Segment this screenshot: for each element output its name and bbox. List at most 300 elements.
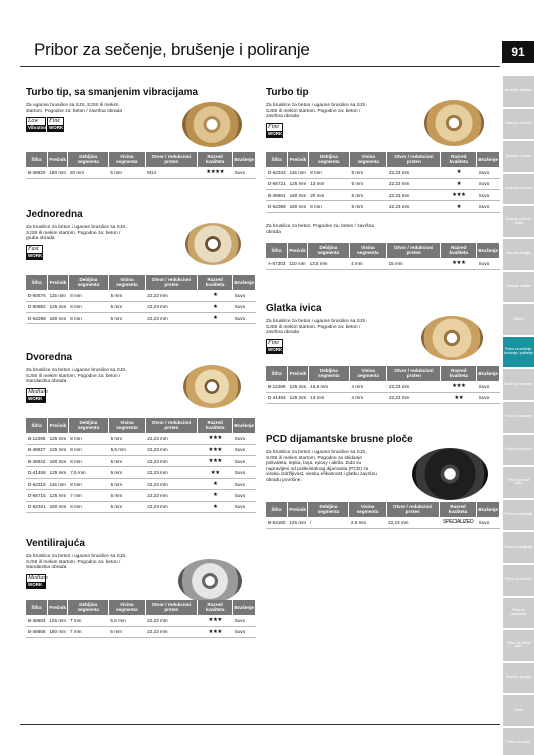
product-table <box>26 275 256 324</box>
table-cell: 5 mm <box>109 313 146 324</box>
table-cell: 22,23 mm <box>387 381 441 392</box>
table-cell: 180 mm <box>47 167 68 178</box>
column-header: Prečnik <box>288 152 309 167</box>
table-cell: B-48658 <box>26 626 47 637</box>
fine-work-logo: Fine WORK <box>49 118 64 131</box>
column-header: Prečnik <box>47 152 68 167</box>
table-cell: B-48527 <box>26 444 48 455</box>
table-cell: 5 mm <box>108 626 145 637</box>
table-cell: 13 mm <box>308 392 349 403</box>
table-cell: 4 mm <box>350 381 387 392</box>
table-cell: 180 mm <box>48 313 69 324</box>
table-cell: 4 mm <box>349 258 387 269</box>
table-cell: Suvo <box>233 501 256 512</box>
table-cell: ★★★★ <box>198 167 233 178</box>
table-cell: ★ <box>441 178 477 189</box>
table-cell: D-62359 <box>266 201 288 212</box>
column-header: Brušenje <box>477 243 500 258</box>
table-header-row <box>266 502 500 517</box>
column-header: Otvor / redukcioni prsten <box>145 275 197 290</box>
section-title: PCD dijamantske brusne ploče <box>266 434 413 445</box>
column-header: Debljina segmenta <box>308 502 349 517</box>
side-tab-4[interactable]: Bušenje pločica i stakla <box>503 206 534 237</box>
fine-work-logo: Fine WORK <box>268 339 283 352</box>
table-row <box>26 501 256 512</box>
dvoredna-table <box>26 418 256 513</box>
table-row <box>266 258 500 269</box>
table-cell: 22,23 mm <box>387 167 441 178</box>
product-table <box>266 502 500 529</box>
side-tab-10[interactable]: Pribor za glodanje <box>503 402 534 433</box>
table-row <box>26 490 256 501</box>
section-description: Za brusilice za beton i ugaone brusilice sa SJS, SJSII ili mekim startom. Pogodne za skidanje polivaleta, lepka, boja, epoxy i akrila. Zubi su napravljeni od polikristalnog dijamanta (PCD) za visoku izdržljivost, visoku efikasnost i glatku završnu obradu površine. <box>266 450 377 483</box>
column-header: Otvor / redukcioni prsten <box>145 418 197 433</box>
column-header: Razred kvaliteta <box>441 243 477 258</box>
table-cell: 5 mm <box>109 290 146 301</box>
column-header: Brušenje <box>233 418 256 433</box>
column-header: Otvor / redukcioni prsten <box>145 600 197 615</box>
section-title: Turbo tip, sa smanjenim vibracijama <box>26 87 199 98</box>
column-header: Šifra <box>266 152 288 167</box>
column-header: Razred kvaliteta <box>198 152 233 167</box>
table-cell: 115 mm <box>48 290 69 301</box>
table-cell: 20 mm <box>68 167 108 178</box>
side-tab-12[interactable]: Pribor za multi alate <box>503 467 534 498</box>
side-tab-1[interactable]: Bušenje u metalu <box>503 109 534 140</box>
table-cell: A-07303 <box>266 258 287 269</box>
table-cell: 22,23 mm <box>145 626 197 637</box>
column-header: Prečnik <box>47 600 68 615</box>
table-cell: 5 mm <box>109 478 146 489</box>
table-cell: ★★★ <box>441 381 477 392</box>
table-cell: 22,23 mm <box>145 290 197 301</box>
table-cell: Suvo <box>477 258 500 269</box>
table-cell: 5 mm <box>109 490 146 501</box>
table-cell: B-48642 <box>26 456 48 467</box>
table-cell: 125 mm <box>288 392 309 403</box>
side-tab-11[interactable]: Pribor za brusilice <box>503 435 534 466</box>
table-row <box>26 615 256 626</box>
table-row <box>26 444 256 455</box>
table-header-row <box>26 152 256 167</box>
column-header: Šifra <box>266 502 287 517</box>
fast-work-logo: Fast WORK <box>28 245 43 258</box>
table-cell: ★ <box>198 301 233 312</box>
column-header: Brušenje <box>477 502 500 517</box>
side-tab-17[interactable]: Pribor za stolne alate <box>503 630 534 661</box>
column-header: Šifra <box>266 366 288 381</box>
table-cell: B-12295 <box>26 433 48 444</box>
table-cell: Suvo <box>477 178 500 189</box>
side-tab-2[interactable]: Bušenje u drvetu <box>503 141 534 172</box>
column-header: Visina segmenta <box>108 600 145 615</box>
table-cell: 7 mm <box>68 615 108 626</box>
table-cell: Suvo <box>477 201 500 212</box>
table-cell: 115 mm <box>288 167 309 178</box>
table-cell: Suvo <box>233 490 256 501</box>
table-cell: 5 mm <box>350 201 387 212</box>
column-header: Debljina segmenta <box>308 152 349 167</box>
table-cell: ★ <box>441 167 477 178</box>
table-row <box>26 456 256 467</box>
table-cell: 5 mm <box>350 167 387 178</box>
table-cell: 22,23 mm <box>387 190 441 201</box>
table-cell: D-62321 <box>26 501 48 512</box>
table-cell: 180 mm <box>47 626 68 637</box>
page-title: Pribor za sečenje, brušenje i poliranje <box>34 40 310 59</box>
table-cell: 5,5 mm <box>109 444 146 455</box>
table-cell: 5,5 mm <box>108 615 145 626</box>
table-cell: Suvo <box>477 167 500 178</box>
table-cell: 5 mm <box>108 167 145 178</box>
section-description: Za brusilice za beton i ugaone brusilice sa SJS, SJSII ili mekim startom. Pogodne za: beton / standardna obrada <box>26 368 127 385</box>
product-table <box>26 152 256 179</box>
section-title: Turbo tip <box>266 87 309 98</box>
table-cell: ★ <box>198 478 233 489</box>
column-header: Razred kvaliteta <box>439 502 476 517</box>
table-cell: Suvo <box>233 167 256 178</box>
pcd-table <box>266 502 500 529</box>
table-cell: 115 mm <box>48 478 69 489</box>
table-cell: Suvo <box>233 456 256 467</box>
footer-divider <box>20 724 500 725</box>
side-tab-20[interactable]: Pribor za baštu <box>503 728 534 755</box>
column-header: Prečnik <box>48 275 69 290</box>
section-description: Za brusilice za beton i ugaone brusilice sa SJS, SJSII ili mekim startom. Pogodne za: beton / završna obrada <box>266 103 367 120</box>
product-table <box>26 600 256 638</box>
table-cell: ★★★ <box>441 190 477 201</box>
table-cell: ★★ <box>441 392 477 403</box>
column-header: Šifra <box>26 600 47 615</box>
column-header: Prečnik <box>288 366 309 381</box>
table-row <box>266 201 500 212</box>
table-cell: 8 mm <box>68 456 108 467</box>
table-cell: 8 mm <box>68 313 108 324</box>
table-cell: 22,23 mm <box>387 201 441 212</box>
table-row <box>266 167 500 178</box>
column-header: Otvor / redukcioni prsten <box>386 502 439 517</box>
column-header: Debljina segmenta <box>308 366 349 381</box>
column-header: Šifra <box>26 418 48 433</box>
column-header: Otvor / redukcioni prsten <box>387 243 441 258</box>
table-cell: Suvo <box>477 392 500 403</box>
table-cell: Suvo <box>233 626 256 637</box>
column-header: Debljina segmenta <box>68 600 108 615</box>
table-cell: 13,5 mm <box>308 381 349 392</box>
column-header: Razred kvaliteta <box>198 275 233 290</box>
page-number: 91 <box>502 41 534 63</box>
table-cell: 13,5 mm <box>308 258 349 269</box>
side-tab-8[interactable]: Pribor za sečenje, brušenje i poliranje <box>503 337 534 368</box>
table-header-row <box>266 152 500 167</box>
section-description: Za brusilice za beton i ugaone brusilice sa SJS, SJSII ili mekim startom. Pogodne za: beton / završna obrada <box>266 319 367 336</box>
header-divider <box>20 66 500 67</box>
table-cell: 8 mm <box>68 444 108 455</box>
table-cell: 22,23 mm <box>387 178 441 189</box>
table-cell: ★★★ <box>198 615 233 626</box>
table-header-row <box>26 600 256 615</box>
table-cell: 8 mm <box>308 167 349 178</box>
table-row <box>26 313 256 324</box>
side-tab-16[interactable]: Pribor za usisavanje <box>503 598 534 629</box>
turbo-reduced-disc-image <box>182 102 242 147</box>
table-cell: 4 mm <box>350 392 387 403</box>
table-cell: 125 mm <box>287 517 308 528</box>
column-header: Visina segmenta <box>109 418 146 433</box>
table-cell: 125 mm <box>48 444 69 455</box>
turbo-table <box>266 152 500 213</box>
product-table <box>266 152 500 213</box>
side-tab-6[interactable]: Sečenje metala <box>503 272 534 303</box>
table-cell: B-48620 <box>26 167 47 178</box>
medium-work-logo: Medium WORK <box>28 388 48 401</box>
column-header: Debljina segmenta <box>308 243 349 258</box>
column-header: Brušenje <box>477 152 500 167</box>
product-table <box>26 418 256 513</box>
column-header: Brušenje <box>233 152 256 167</box>
column-header: Visina segmenta <box>108 152 145 167</box>
table-cell: 125 mm <box>288 381 309 392</box>
pcd-disc-image <box>412 448 488 500</box>
table-cell: SPECIALIZED <box>439 517 476 528</box>
section-title: Dvoredna <box>26 352 73 363</box>
table-cell: 180 mm <box>48 501 69 512</box>
table-cell: 7 mm <box>68 490 108 501</box>
table-cell: ★ <box>198 490 233 501</box>
ventilirajuca-table <box>26 600 256 638</box>
section-title: Glatka ivica <box>266 303 322 314</box>
glatka-table <box>266 366 500 404</box>
table-cell: 8 mm <box>308 201 349 212</box>
section-description: Za brusilice za beton i ugaone brusilice sa SJS, SJSII ili mekim startom. Pogodne za: beton / gruba obrada <box>26 225 127 242</box>
table-cell: ★ <box>441 201 477 212</box>
table-cell: B-12289 <box>266 381 288 392</box>
table-cell: D-62315 <box>26 478 48 489</box>
table-cell: 20 mm <box>308 190 349 201</box>
table-cell: Suvo <box>233 478 256 489</box>
table-cell: 7,5 mm <box>68 467 108 478</box>
column-header: Otvor / redukcioni prsten <box>145 152 197 167</box>
side-tab-3[interactable]: Bušenje u betonu <box>503 174 534 205</box>
table-cell: 2,6 mm <box>349 517 386 528</box>
table-cell: 22,23 mm <box>145 478 197 489</box>
column-header: Visina segmenta <box>350 366 387 381</box>
column-header: Otvor / redukcioni prsten <box>387 366 441 381</box>
product-table <box>266 243 500 270</box>
table-cell: 180 mm <box>288 190 309 201</box>
table-row <box>266 381 500 392</box>
column-header: Brušenje <box>233 275 256 290</box>
table-cell: 7 mm <box>68 626 108 637</box>
table-cell: 125 mm <box>288 178 309 189</box>
table-cell: 22,23 mm <box>145 313 197 324</box>
glatka-disc-image <box>421 316 483 360</box>
table-cell: 5 mm <box>109 467 146 478</box>
table-cell: 5 mm <box>109 501 146 512</box>
table-row <box>26 167 256 178</box>
side-tab-15[interactable]: Pribor za merenje <box>503 565 534 596</box>
column-header: Razred kvaliteta <box>441 366 477 381</box>
table-cell: ★ <box>198 501 233 512</box>
table-cell: 125 mm <box>47 615 68 626</box>
table-cell: Suvo <box>477 381 500 392</box>
table-cell: Suvo <box>233 301 256 312</box>
turbo-secondary-table <box>266 243 500 270</box>
column-header: Razred kvaliteta <box>198 600 233 615</box>
column-header: Šifra <box>26 152 47 167</box>
turbo-disc-image <box>424 100 484 146</box>
table-row <box>266 392 500 403</box>
table-cell: 5 mm <box>350 190 387 201</box>
table-cell: B-48664 <box>266 190 288 201</box>
table-cell: 180 mm <box>48 456 69 467</box>
table-cell: Suvo <box>233 290 256 301</box>
table-cell: / <box>308 517 349 528</box>
column-header: Šifra <box>26 275 48 290</box>
table-cell: 22,23 mm <box>145 467 197 478</box>
column-header: Brušenje <box>233 600 256 615</box>
table-cell: Suvo <box>233 467 256 478</box>
table-cell: 5 mm <box>350 178 387 189</box>
table-cell: 22,23 mm <box>145 444 197 455</box>
dvoredna-disc-image <box>183 365 241 408</box>
table-header-row <box>266 366 500 381</box>
jednoredna-disc-image <box>185 223 241 265</box>
table-cell: 8 mm <box>68 433 108 444</box>
low-vibration-logo: Low Vibration <box>28 118 48 131</box>
column-header: Visina segmenta <box>349 502 386 517</box>
table-cell: ★ <box>198 313 233 324</box>
column-header: Šifra <box>266 243 287 258</box>
table-cell: 125 mm <box>48 490 69 501</box>
side-tab-9[interactable]: Brušenje i poliranje <box>503 369 534 400</box>
table-cell: Suvo <box>233 444 256 455</box>
table-row <box>26 626 256 637</box>
turbo-secondary-description: Za brusilice za beton. Pogodne za: beton / završna obrada <box>266 224 374 235</box>
table-cell: 5 mm <box>109 301 146 312</box>
column-header: Prečnik <box>48 418 69 433</box>
turbo-reduced-table <box>26 152 256 179</box>
table-row <box>266 517 500 528</box>
table-cell: 22,23 mm <box>387 392 441 403</box>
table-cell: ★★ <box>198 467 233 478</box>
table-cell: Suvo <box>477 517 500 528</box>
table-cell: ★★★ <box>198 444 233 455</box>
table-cell: ★★★ <box>198 456 233 467</box>
table-header-row <box>26 418 256 433</box>
table-cell: D-66715 <box>26 490 48 501</box>
section-title: Ventilirajuća <box>26 538 85 549</box>
table-cell: 180 mm <box>288 201 309 212</box>
table-cell: D-62298 <box>26 313 48 324</box>
product-table <box>266 366 500 404</box>
table-cell: Suvo <box>233 313 256 324</box>
table-header-row <box>266 243 500 258</box>
column-header: Debljina segmenta <box>68 418 108 433</box>
column-header: Debljina segmenta <box>68 152 108 167</box>
table-row <box>26 478 256 489</box>
table-cell: M14 <box>145 167 197 178</box>
table-cell: 22,23 mm <box>145 456 197 467</box>
table-row <box>266 178 500 189</box>
section-title: Jednoredna <box>26 209 83 220</box>
side-tab-nav <box>503 76 534 755</box>
side-tab-18[interactable]: Baterije i punjači <box>503 663 534 694</box>
side-tab-5[interactable]: Krunske burgije <box>503 239 534 270</box>
side-tab-14[interactable]: Pribor za lemljenje <box>503 532 534 563</box>
table-cell: 8 mm <box>68 301 108 312</box>
medium-work-logo: Medium WORK <box>28 574 48 587</box>
column-header: Razred kvaliteta <box>441 152 477 167</box>
table-cell: B-53160 <box>266 517 287 528</box>
table-cell: B-48583 <box>26 615 47 626</box>
table-cell: 22,23 mm <box>386 517 439 528</box>
table-cell: 8 mm <box>68 290 108 301</box>
table-header-row <box>26 275 256 290</box>
column-header: Prečnik <box>287 243 307 258</box>
side-tab-0[interactable]: Bušenje i dletanje <box>503 76 534 107</box>
table-cell: D-60676 <box>26 290 48 301</box>
table-cell: 125 mm <box>48 433 69 444</box>
column-header: Otvor / redukcioni prsten <box>387 152 441 167</box>
table-cell: 110 mm <box>287 258 307 269</box>
table-cell: 22,23 mm <box>145 301 197 312</box>
table-cell: ★★★ <box>198 433 233 444</box>
column-header: Brušenje <box>477 366 500 381</box>
table-cell: Suvo <box>233 433 256 444</box>
table-row <box>26 290 256 301</box>
side-tab-13[interactable]: Pribor za odvijanje <box>503 500 534 531</box>
table-cell: 8 mm <box>68 501 108 512</box>
column-header: Prečnik <box>287 502 308 517</box>
table-cell: Suvo <box>233 615 256 626</box>
table-cell: 125 mm <box>48 301 69 312</box>
side-tab-19[interactable]: Ostalo <box>503 695 534 726</box>
table-cell: ★★★ <box>441 258 477 269</box>
table-cell: ★ <box>198 290 233 301</box>
side-tab-7[interactable]: Testere <box>503 304 534 335</box>
table-row <box>26 433 256 444</box>
column-header: Visina segmenta <box>109 275 146 290</box>
ventilirajuca-disc-image <box>178 559 242 603</box>
table-cell: 5 mm <box>109 456 146 467</box>
jednoredna-table <box>26 275 256 324</box>
table-cell: 22,23 mm <box>145 433 197 444</box>
fine-work-logo: Fine WORK <box>268 123 283 136</box>
section-description: Za brusilice za beton i ugaone brusilice sa SJS, SJSII ili mekim startom. Pogodne za: beton / standardna obrada <box>26 554 127 571</box>
table-cell: 22,23 mm <box>145 490 197 501</box>
table-row <box>266 190 500 201</box>
table-cell: D-66721 <box>266 178 288 189</box>
table-cell: D-41464 <box>266 392 288 403</box>
table-cell: 22,23 mm <box>145 615 197 626</box>
table-cell: Suvo <box>477 190 500 201</box>
table-cell: 8 mm <box>68 478 108 489</box>
table-cell: D-60682 <box>26 301 48 312</box>
table-cell: 22,23 mm <box>145 501 197 512</box>
table-cell: 125 mm <box>48 467 69 478</box>
table-cell: 5 mm <box>109 433 146 444</box>
table-row <box>26 467 256 478</box>
section-description: Za ugaone brusilice sa SJS, SJSII ili mekim startom. Pogodne za: beton / završna obrada <box>26 103 122 114</box>
column-header: Visina segmenta <box>350 152 387 167</box>
table-cell: D-41458 <box>26 467 48 478</box>
column-header: Razred kvaliteta <box>198 418 233 433</box>
table-row <box>26 301 256 312</box>
table-cell: ★★★ <box>198 626 233 637</box>
column-header: Debljina segmenta <box>68 275 108 290</box>
table-cell: 13 mm <box>308 178 349 189</box>
